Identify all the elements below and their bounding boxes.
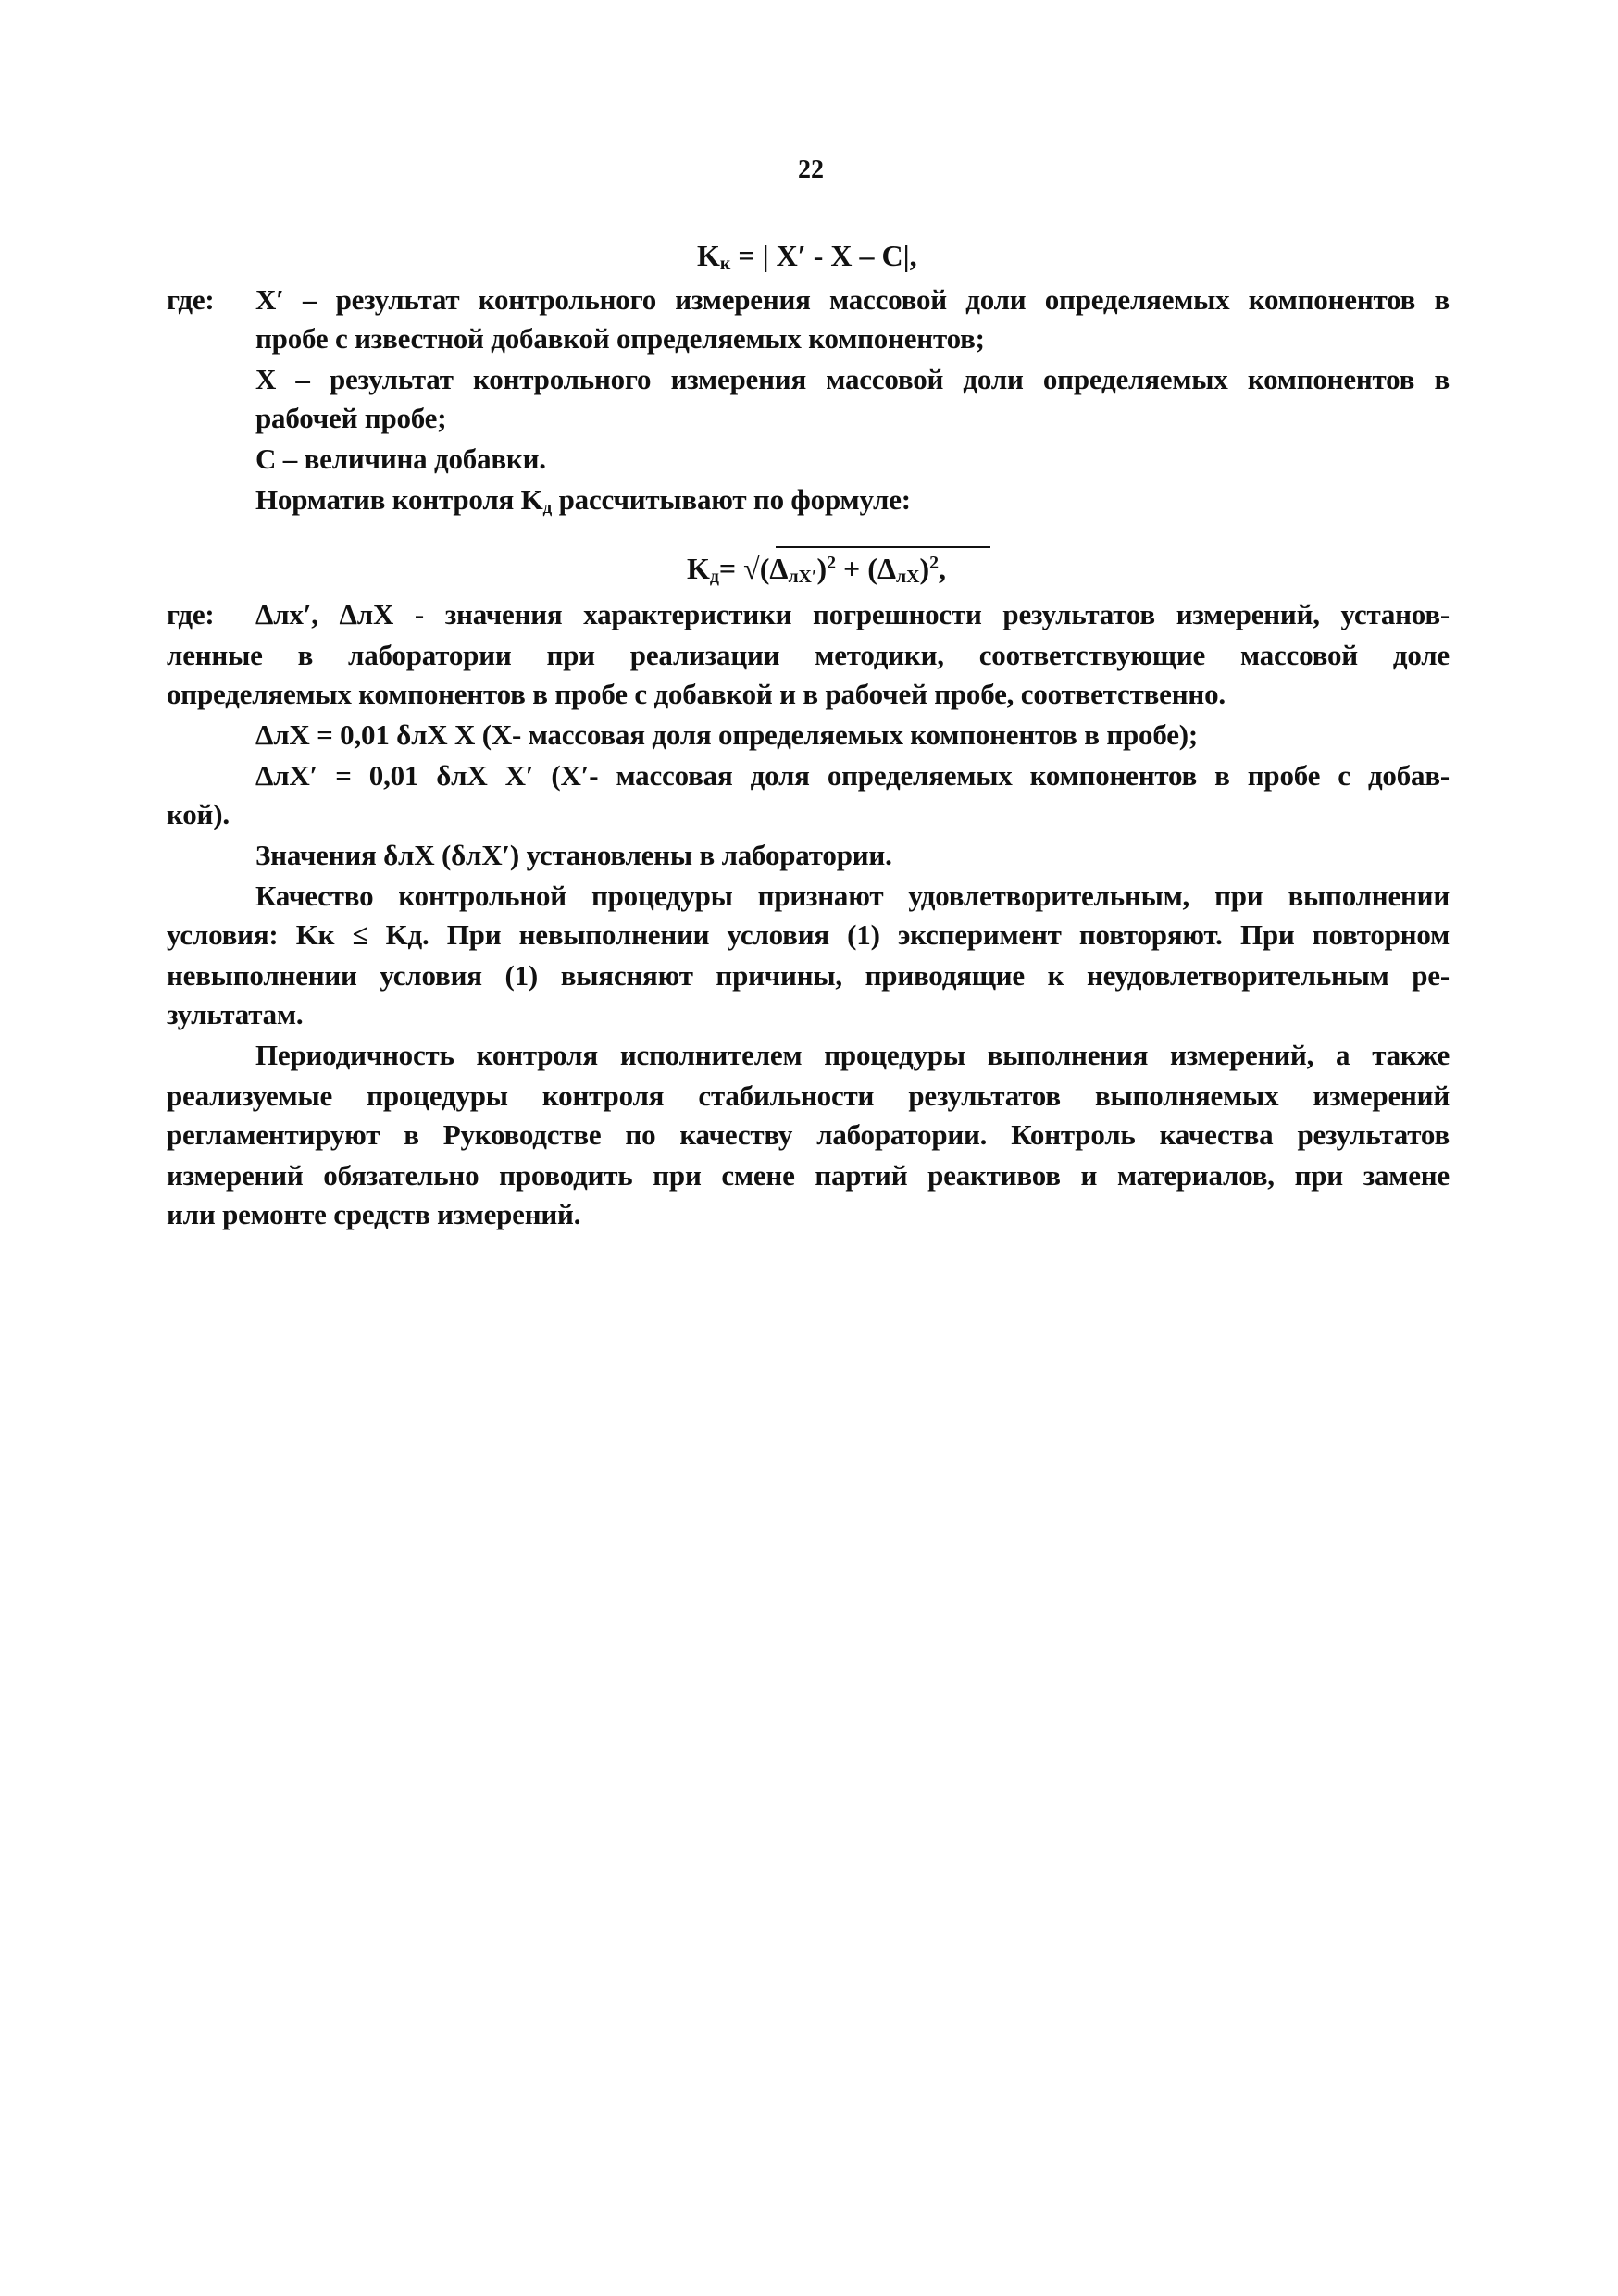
period-para-line-5: или ремонте средств измерений. (167, 1198, 581, 1230)
formula-kd (687, 552, 946, 588)
quality-para-line-2: условия: Kк ≤ Kд. При невыполнении условия (1) эксперимент повторяют. При повторном (167, 918, 1450, 951)
period-para-line-3: регламентируют в Руководстве по качеству лаборатории. Контроль качества результатов (167, 1118, 1450, 1151)
where-label-2: где: (167, 598, 215, 630)
formula-kd-term2-sub: лX (896, 566, 920, 587)
delta-x-formula: ΔлX = 0,01 δлX X (X- массовая доля определяемых компонентов в пробе); (255, 718, 1199, 751)
formula-kd-term1-end: ) (816, 552, 828, 585)
period-para-line-2: реализуемые процедуры контроля стабильности результатов выполняемых измерений (167, 1079, 1450, 1112)
formula-kd-term1-sub: лX′ (788, 566, 817, 587)
quality-para-line-3: невыполнении условия (1) выясняют причины, приводящие к неудовлетворительным ре- (167, 959, 1450, 992)
norm-intro-sub: д (542, 497, 553, 518)
values-statement: Значения δлX (δлX′) установлены в лаборатории. (255, 839, 892, 871)
formula-kd-plus: + (Δ (836, 552, 896, 585)
quality-para-line-4: зультатам. (167, 998, 304, 1030)
formula-kd-term2-end: ) (919, 552, 930, 585)
norm-intro (255, 483, 911, 525)
norm-intro-text: Норматив контроля K (255, 483, 543, 516)
period-para-line-1: Периодичность контроля исполнителем процедуры выполнения измерений, а также (255, 1039, 1450, 1071)
formula-kk-lhs: K (697, 239, 720, 272)
quality-para-line-1: Качество контрольной процедуры признают удовлетворительным, при выполнении (255, 880, 1450, 912)
delta-xprime-formula: ΔлX′ = 0,01 δлX X′ (X′- массовая доля определяемых компонентов в пробе с добав- (255, 759, 1450, 792)
formula-kk (697, 239, 917, 275)
page-number: 22 (798, 156, 824, 184)
delta-definition-line-1: Δлx′, ΔлX - значения характеристики погрешности результатов измерений, установ- (255, 598, 1450, 630)
formula-kd-term1: (Δ (759, 552, 789, 585)
formula-kd-lhs-sub: д (709, 566, 719, 587)
delta-definition-line-3: определяемых компонентов в пробе с добавкой и в рабочей пробе, соответственно. (167, 678, 1226, 710)
formula-kd-exp-2: 2 (929, 553, 940, 574)
x-definition-line-2: рабочей пробе; (255, 402, 447, 434)
where-label-1: где: (167, 283, 215, 316)
delta-xprime-formula-end: кой). (167, 798, 230, 830)
delta-definition-line-2: ленные в лаборатории при реализации методики, соответствующие массовой доле (167, 639, 1450, 671)
formula-kk-rhs: = | X′ - X – C|, (738, 239, 917, 272)
formula-kd-exp-1: 2 (827, 553, 837, 574)
formula-kd-lhs: K (687, 552, 710, 585)
xprime-definition-line-1: X′ – результат контрольного измерения массовой доли определяемых компонентов в (255, 283, 1450, 316)
formula-kd-tail: , (939, 552, 947, 585)
formula-kd-eq: = √ (718, 552, 760, 585)
xprime-definition-line-2: пробе с известной добавкой определяемых компонентов; (255, 322, 985, 355)
period-para-line-4: измерений обязательно проводить при смене партий реактивов и материалов, при замене (167, 1159, 1450, 1192)
x-definition-line-1: X – результат контрольного измерения массовой доли определяемых компонентов в (255, 363, 1450, 395)
norm-intro-end: рассчитывают по формуле: (552, 483, 911, 516)
c-definition-line: C – величина добавки. (255, 443, 546, 475)
formula-kk-lhs-sub: к (719, 253, 731, 274)
sqrt-bar (776, 546, 990, 548)
